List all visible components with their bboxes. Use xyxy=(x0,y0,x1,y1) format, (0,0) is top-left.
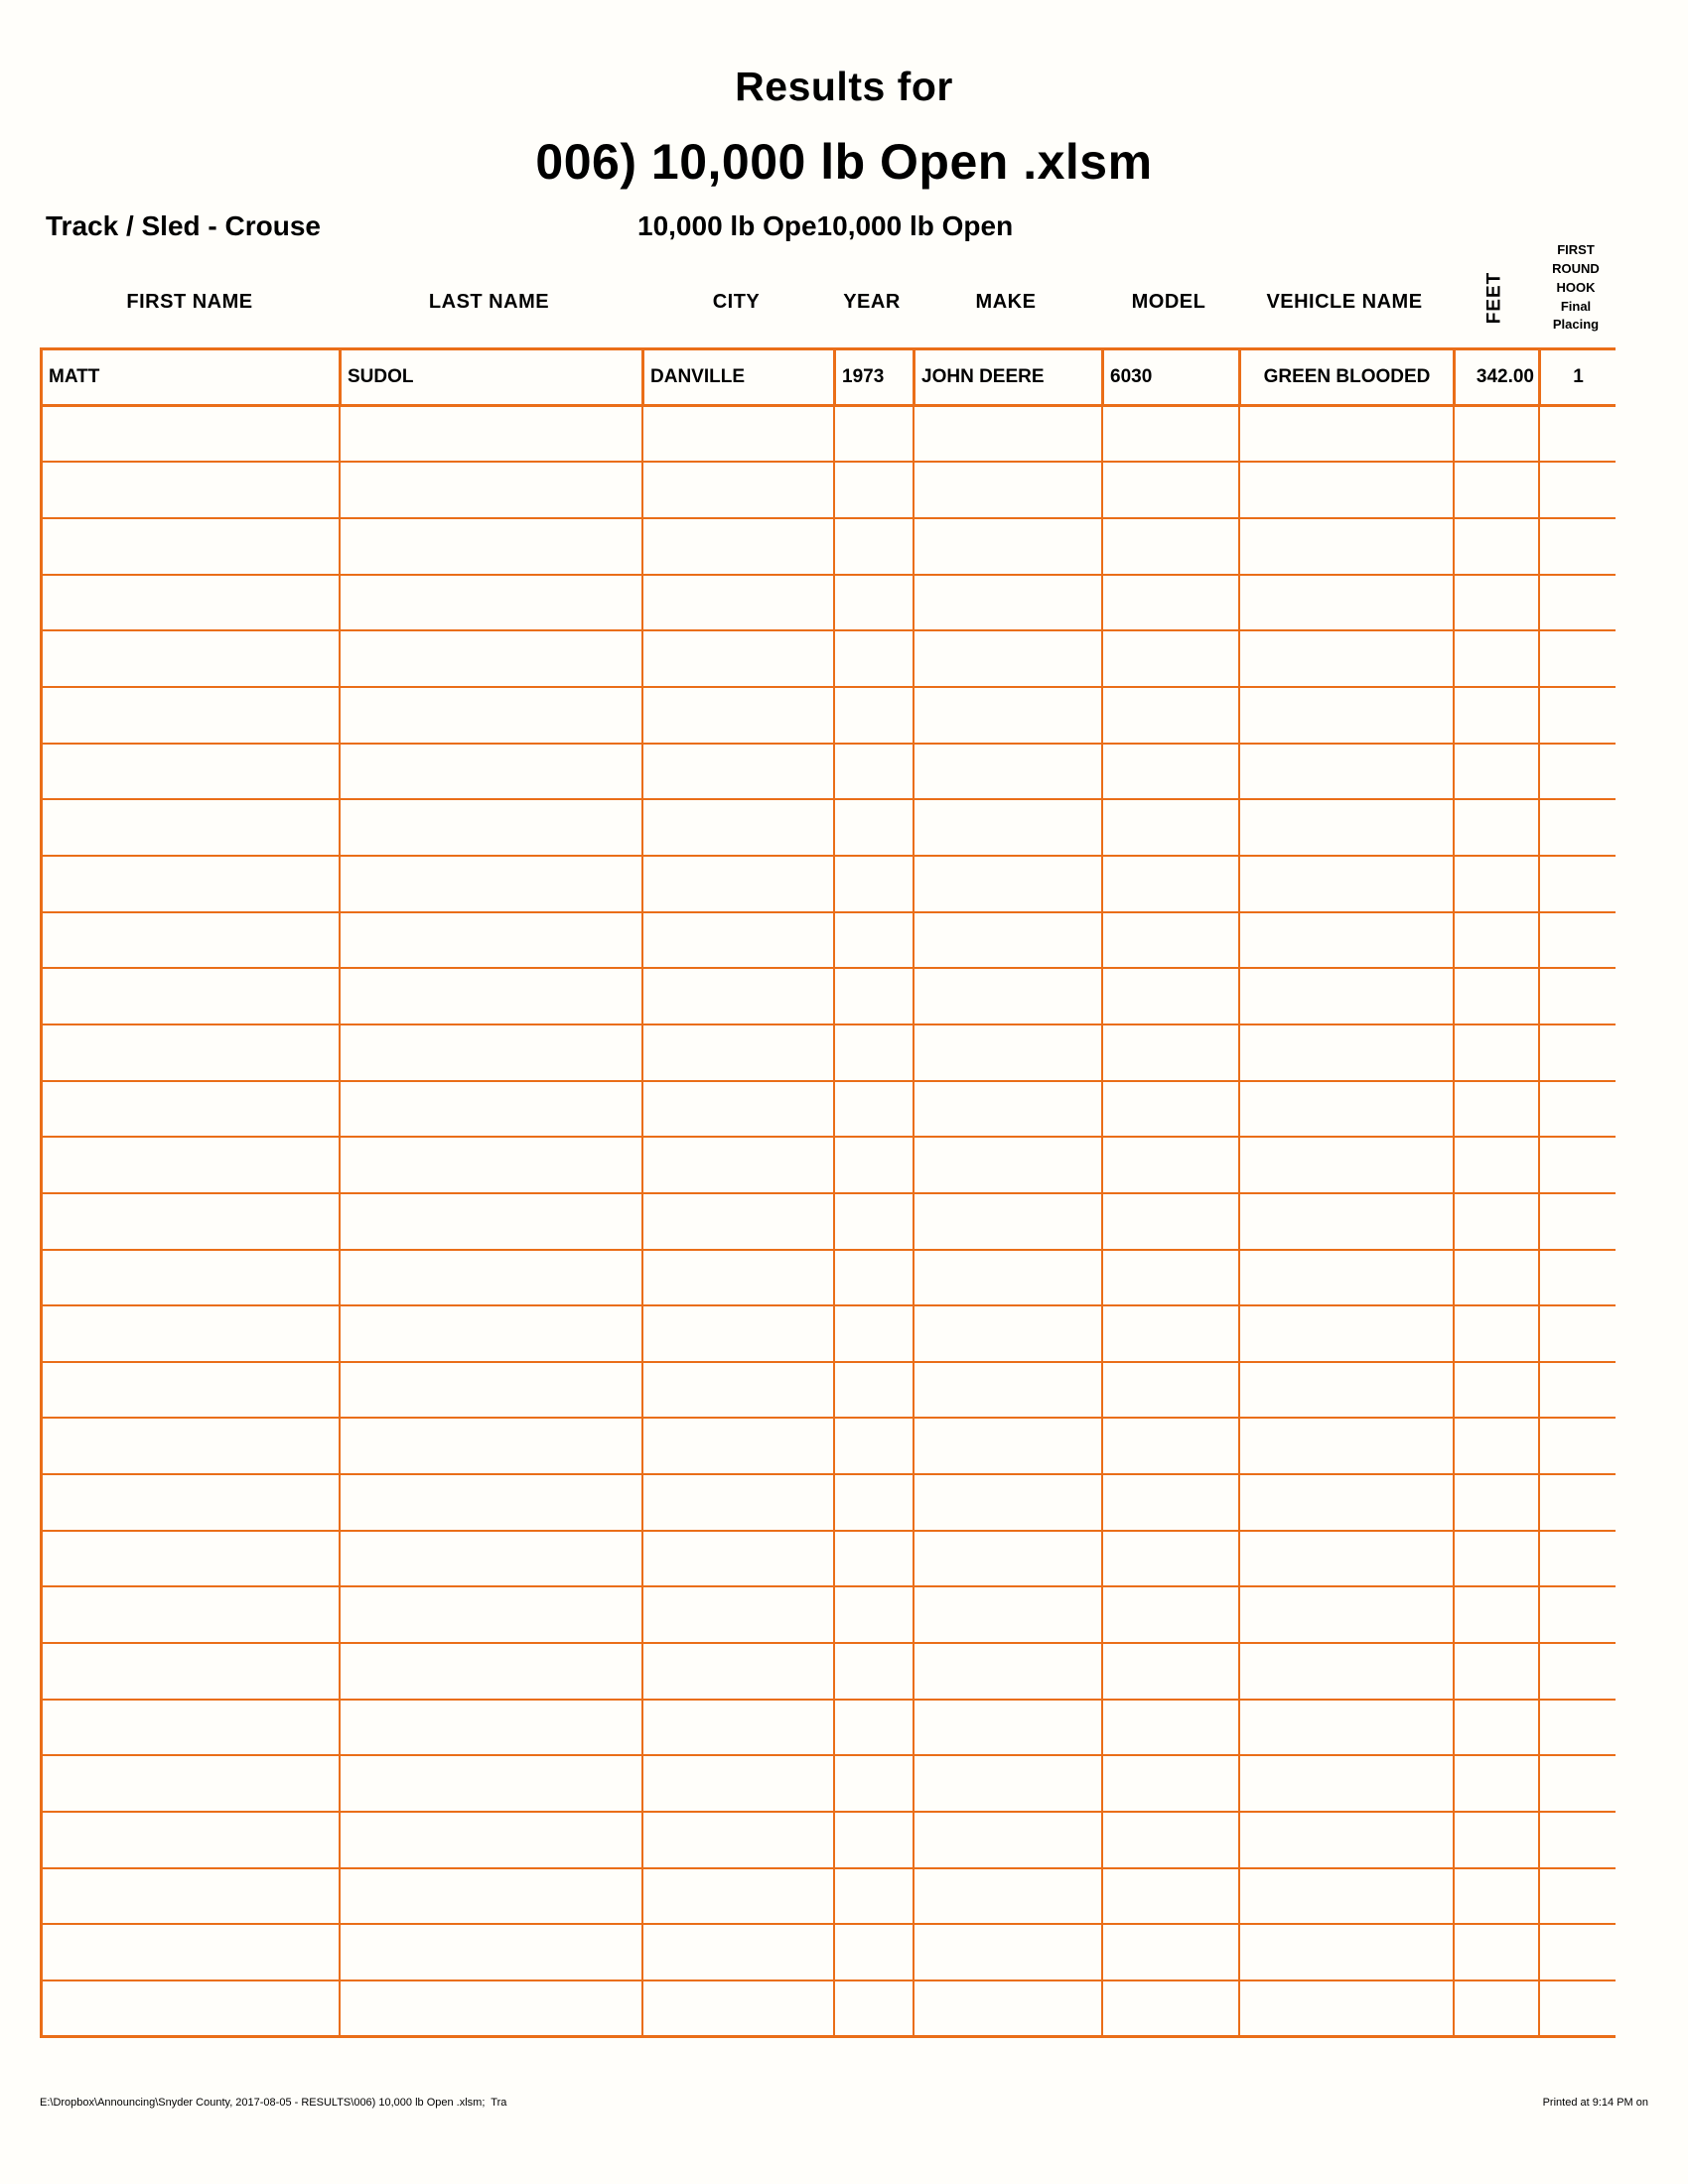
cell-placing xyxy=(1538,519,1616,576)
cell-placing xyxy=(1538,1644,1616,1701)
cell-first_name xyxy=(43,1587,339,1644)
cell-make xyxy=(913,463,1101,519)
cell-placing xyxy=(1538,1532,1616,1588)
cell-year xyxy=(833,1532,913,1588)
cell-first_name xyxy=(43,1869,339,1926)
cell-placing: 1 xyxy=(1538,350,1616,407)
cell-feet: 342.00 xyxy=(1453,350,1538,407)
cell-last_name xyxy=(339,1869,641,1926)
cell-model xyxy=(1101,1532,1238,1588)
cell-city xyxy=(641,1869,833,1926)
cell-model xyxy=(1101,1194,1238,1251)
cell-city xyxy=(641,463,833,519)
cell-placing xyxy=(1538,1194,1616,1251)
column-header-last-name: LAST NAME xyxy=(428,291,550,313)
cell-first_name xyxy=(43,1981,339,2038)
track-sled-label: Track / Sled - Crouse xyxy=(46,210,321,241)
cell-placing xyxy=(1538,407,1616,464)
cell-vehicle_name xyxy=(1238,800,1453,857)
cell-make xyxy=(913,407,1101,464)
cell-first_name xyxy=(43,1251,339,1307)
cell-placing xyxy=(1538,1869,1616,1926)
cell-make xyxy=(913,631,1101,688)
cell-placing xyxy=(1538,1363,1616,1420)
cell-first_name xyxy=(43,1025,339,1082)
cell-last_name xyxy=(339,1756,641,1813)
cell-city xyxy=(641,1756,833,1813)
cell-year xyxy=(833,407,913,464)
cell-first_name xyxy=(43,1644,339,1701)
cell-city xyxy=(641,1363,833,1420)
cell-vehicle_name xyxy=(1238,1869,1453,1926)
cell-first_name xyxy=(43,800,339,857)
cell-first_name xyxy=(43,576,339,632)
cell-placing xyxy=(1538,1419,1616,1475)
cell-last_name xyxy=(339,1925,641,1981)
cell-vehicle_name xyxy=(1238,1251,1453,1307)
cell-make xyxy=(913,800,1101,857)
cell-model xyxy=(1101,1644,1238,1701)
cell-model xyxy=(1101,1925,1238,1981)
cell-city xyxy=(641,1701,833,1757)
cell-placing xyxy=(1538,1925,1616,1981)
cell-make xyxy=(913,1869,1101,1926)
cell-feet xyxy=(1453,1587,1538,1644)
cell-last_name xyxy=(339,519,641,576)
class-name-labels xyxy=(637,210,1013,242)
cell-feet xyxy=(1453,1082,1538,1139)
cell-model: 6030 xyxy=(1101,350,1238,407)
cell-vehicle_name xyxy=(1238,1475,1453,1532)
cell-model xyxy=(1101,576,1238,632)
cell-model xyxy=(1101,1025,1238,1082)
footer-file-path: E:\Dropbox\Announcing\Snyder County, 2017-08-05 - RESULTS\006) 10,000 lb Open .xlsm; Tra xyxy=(40,2097,507,2109)
cell-last_name xyxy=(339,913,641,970)
cell-feet xyxy=(1453,1869,1538,1926)
cell-first_name xyxy=(43,1363,339,1420)
placing-header-line: FIRST xyxy=(1557,242,1595,257)
class-name-truncated: 10,000 lb Ope xyxy=(637,210,817,241)
cell-year xyxy=(833,1025,913,1082)
feet-rotated-label: FEET xyxy=(1483,271,1504,325)
cell-year xyxy=(833,800,913,857)
cell-feet xyxy=(1453,1475,1538,1532)
cell-last_name xyxy=(339,969,641,1025)
cell-vehicle_name xyxy=(1238,857,1453,913)
cell-first_name xyxy=(43,913,339,970)
cell-placing xyxy=(1538,1587,1616,1644)
cell-first_name xyxy=(43,1082,339,1139)
cell-model xyxy=(1101,1306,1238,1363)
cell-model xyxy=(1101,1869,1238,1926)
cell-make xyxy=(913,1363,1101,1420)
cell-model xyxy=(1101,1756,1238,1813)
cell-placing xyxy=(1538,1306,1616,1363)
cell-city xyxy=(641,800,833,857)
cell-city xyxy=(641,1532,833,1588)
cell-make xyxy=(913,1925,1101,1981)
cell-vehicle_name xyxy=(1238,407,1453,464)
cell-city xyxy=(641,1138,833,1194)
cell-first_name xyxy=(43,1813,339,1869)
cell-make xyxy=(913,576,1101,632)
cell-make xyxy=(913,1644,1101,1701)
cell-vehicle_name xyxy=(1238,1813,1453,1869)
cell-first_name xyxy=(43,857,339,913)
cell-first_name xyxy=(43,745,339,801)
cell-city xyxy=(641,1644,833,1701)
cell-feet xyxy=(1453,1194,1538,1251)
cell-city xyxy=(641,1813,833,1869)
cell-feet xyxy=(1453,1419,1538,1475)
cell-make xyxy=(913,1306,1101,1363)
placing-header-line: Placing xyxy=(1552,317,1600,333)
cell-feet xyxy=(1453,800,1538,857)
cell-make xyxy=(913,1194,1101,1251)
cell-model xyxy=(1101,1363,1238,1420)
cell-first_name xyxy=(43,631,339,688)
cell-feet xyxy=(1453,463,1538,519)
cell-feet xyxy=(1453,913,1538,970)
cell-first_name xyxy=(43,688,339,745)
cell-feet xyxy=(1453,1701,1538,1757)
cell-make xyxy=(913,1587,1101,1644)
cell-make xyxy=(913,1419,1101,1475)
cell-city xyxy=(641,631,833,688)
cell-year xyxy=(833,1756,913,1813)
cell-vehicle_name xyxy=(1238,913,1453,970)
cell-vehicle_name xyxy=(1238,576,1453,632)
cell-vehicle_name xyxy=(1238,519,1453,576)
cell-first_name xyxy=(43,1475,339,1532)
cell-city xyxy=(641,1251,833,1307)
cell-placing xyxy=(1538,1701,1616,1757)
cell-model xyxy=(1101,857,1238,913)
cell-city xyxy=(641,969,833,1025)
cell-make xyxy=(913,1981,1101,2038)
cell-vehicle_name xyxy=(1238,631,1453,688)
cell-vehicle_name xyxy=(1238,1194,1453,1251)
cell-feet xyxy=(1453,1981,1538,2038)
cell-vehicle_name xyxy=(1238,1419,1453,1475)
cell-placing xyxy=(1538,800,1616,857)
cell-first_name xyxy=(43,407,339,464)
cell-year xyxy=(833,1138,913,1194)
cell-feet xyxy=(1453,1925,1538,1981)
cell-feet xyxy=(1453,1813,1538,1869)
cell-first_name xyxy=(43,1756,339,1813)
cell-model xyxy=(1101,800,1238,857)
cell-year xyxy=(833,1813,913,1869)
cell-last_name xyxy=(339,1419,641,1475)
cell-placing xyxy=(1538,1138,1616,1194)
cell-feet xyxy=(1453,1138,1538,1194)
column-header-first-name: FIRST NAME xyxy=(126,291,253,313)
class-name: 10,000 lb Open xyxy=(816,210,1014,241)
cell-year xyxy=(833,1306,913,1363)
cell-placing xyxy=(1538,1082,1616,1139)
placing-header-line: ROUND xyxy=(1552,260,1600,276)
cell-last_name xyxy=(339,1813,641,1869)
cell-make xyxy=(913,969,1101,1025)
cell-placing xyxy=(1538,1475,1616,1532)
cell-model xyxy=(1101,1138,1238,1194)
cell-last_name xyxy=(339,1025,641,1082)
column-header-vehicle-name: VEHICLE NAME xyxy=(1266,291,1423,313)
cell-vehicle_name xyxy=(1238,1306,1453,1363)
cell-city xyxy=(641,1194,833,1251)
footer-printed-at: Printed at 9:14 PM on xyxy=(1542,2097,1648,2109)
cell-city xyxy=(641,857,833,913)
cell-model xyxy=(1101,1251,1238,1307)
cell-first_name xyxy=(43,463,339,519)
cell-vehicle_name xyxy=(1238,1025,1453,1082)
cell-model xyxy=(1101,1082,1238,1139)
cell-vehicle_name xyxy=(1238,688,1453,745)
cell-model xyxy=(1101,1587,1238,1644)
cell-model xyxy=(1101,463,1238,519)
column-header-placing xyxy=(1537,241,1615,335)
cell-placing xyxy=(1538,1756,1616,1813)
cell-make xyxy=(913,688,1101,745)
cell-city xyxy=(641,1306,833,1363)
cell-make xyxy=(913,1251,1101,1307)
cell-last_name xyxy=(339,1363,641,1420)
cell-year xyxy=(833,688,913,745)
cell-year xyxy=(833,463,913,519)
cell-make xyxy=(913,1756,1101,1813)
cell-feet xyxy=(1453,745,1538,801)
cell-model xyxy=(1101,913,1238,970)
cell-vehicle_name xyxy=(1238,1363,1453,1420)
cell-city xyxy=(641,407,833,464)
cell-year xyxy=(833,1419,913,1475)
cell-placing xyxy=(1538,1981,1616,2038)
cell-year xyxy=(833,1925,913,1981)
cell-feet xyxy=(1453,969,1538,1025)
cell-year xyxy=(833,745,913,801)
cell-last_name xyxy=(339,1701,641,1757)
placing-header-line: HOOK xyxy=(1556,279,1596,295)
cell-make xyxy=(913,857,1101,913)
cell-feet xyxy=(1453,1306,1538,1363)
cell-placing xyxy=(1538,576,1616,632)
cell-year xyxy=(833,969,913,1025)
cell-make xyxy=(913,1475,1101,1532)
cell-vehicle_name xyxy=(1238,1138,1453,1194)
cell-model xyxy=(1101,1981,1238,2038)
cell-placing xyxy=(1538,969,1616,1025)
cell-city xyxy=(641,1025,833,1082)
column-header-model: MODEL xyxy=(1131,291,1206,313)
cell-last_name xyxy=(339,1306,641,1363)
cell-vehicle_name xyxy=(1238,1981,1453,2038)
cell-last_name xyxy=(339,688,641,745)
cell-year xyxy=(833,1363,913,1420)
cell-vehicle_name xyxy=(1238,1701,1453,1757)
column-header-city: CITY xyxy=(712,291,761,313)
cell-model xyxy=(1101,407,1238,464)
cell-city xyxy=(641,1925,833,1981)
cell-last_name xyxy=(339,1251,641,1307)
cell-make xyxy=(913,1025,1101,1082)
cell-city xyxy=(641,1082,833,1139)
cell-model xyxy=(1101,1419,1238,1475)
cell-first_name xyxy=(43,1701,339,1757)
cell-placing xyxy=(1538,1025,1616,1082)
cell-last_name xyxy=(339,1475,641,1532)
cell-make xyxy=(913,519,1101,576)
cell-feet xyxy=(1453,519,1538,576)
cell-placing xyxy=(1538,913,1616,970)
cell-make xyxy=(913,1082,1101,1139)
cell-year xyxy=(833,1082,913,1139)
cell-feet xyxy=(1453,688,1538,745)
cell-vehicle_name: GREEN BLOODED xyxy=(1238,350,1453,407)
cell-last_name xyxy=(339,745,641,801)
cell-placing xyxy=(1538,1813,1616,1869)
cell-year xyxy=(833,576,913,632)
cell-last_name xyxy=(339,1587,641,1644)
cell-feet xyxy=(1453,1363,1538,1420)
cell-vehicle_name xyxy=(1238,1082,1453,1139)
cell-year xyxy=(833,519,913,576)
cell-make: JOHN DEERE xyxy=(913,350,1101,407)
cell-city xyxy=(641,519,833,576)
cell-first_name xyxy=(43,519,339,576)
cell-year xyxy=(833,857,913,913)
cell-vehicle_name xyxy=(1238,1925,1453,1981)
cell-first_name xyxy=(43,969,339,1025)
cell-feet xyxy=(1453,857,1538,913)
cell-model xyxy=(1101,745,1238,801)
cell-make xyxy=(913,1813,1101,1869)
cell-city xyxy=(641,1587,833,1644)
results-table xyxy=(40,347,1616,2038)
cell-feet xyxy=(1453,407,1538,464)
cell-vehicle_name xyxy=(1238,1644,1453,1701)
cell-last_name xyxy=(339,857,641,913)
cell-vehicle_name xyxy=(1238,1532,1453,1588)
cell-vehicle_name xyxy=(1238,745,1453,801)
cell-make xyxy=(913,1532,1101,1588)
cell-first_name: MATT xyxy=(43,350,339,407)
cell-placing xyxy=(1538,857,1616,913)
cell-last_name xyxy=(339,1138,641,1194)
cell-year xyxy=(833,1475,913,1532)
cell-feet xyxy=(1453,576,1538,632)
cell-last_name xyxy=(339,1644,641,1701)
placing-header-line: Final xyxy=(1560,298,1592,314)
cell-vehicle_name xyxy=(1238,463,1453,519)
cell-vehicle_name xyxy=(1238,969,1453,1025)
cell-city xyxy=(641,1419,833,1475)
cell-placing xyxy=(1538,631,1616,688)
cell-year: 1973 xyxy=(833,350,913,407)
cell-first_name xyxy=(43,1194,339,1251)
cell-model xyxy=(1101,1475,1238,1532)
cell-first_name xyxy=(43,1138,339,1194)
cell-city xyxy=(641,688,833,745)
cell-year xyxy=(833,1644,913,1701)
cell-city xyxy=(641,745,833,801)
cell-vehicle_name xyxy=(1238,1756,1453,1813)
cell-year xyxy=(833,1587,913,1644)
cell-last_name: SUDOL xyxy=(339,350,641,407)
cell-last_name xyxy=(339,463,641,519)
cell-last_name xyxy=(339,1532,641,1588)
cell-make xyxy=(913,1138,1101,1194)
cell-last_name xyxy=(339,576,641,632)
cell-year xyxy=(833,1194,913,1251)
cell-model xyxy=(1101,631,1238,688)
cell-last_name xyxy=(339,1981,641,2038)
cell-placing xyxy=(1538,1251,1616,1307)
cell-make xyxy=(913,1701,1101,1757)
cell-model xyxy=(1101,1813,1238,1869)
cell-placing xyxy=(1538,745,1616,801)
cell-last_name xyxy=(339,1194,641,1251)
cell-vehicle_name xyxy=(1238,1587,1453,1644)
cell-model xyxy=(1101,1701,1238,1757)
cell-model xyxy=(1101,688,1238,745)
cell-year xyxy=(833,1251,913,1307)
cell-year xyxy=(833,1701,913,1757)
cell-model xyxy=(1101,969,1238,1025)
column-header-year: YEAR xyxy=(843,291,901,313)
cell-last_name xyxy=(339,800,641,857)
cell-last_name xyxy=(339,1082,641,1139)
cell-city xyxy=(641,1981,833,2038)
column-header-feet xyxy=(1452,250,1537,345)
cell-city xyxy=(641,576,833,632)
cell-last_name xyxy=(339,407,641,464)
cell-placing xyxy=(1538,688,1616,745)
cell-first_name xyxy=(43,1925,339,1981)
report-title-line1: Results for xyxy=(735,64,953,109)
cell-year xyxy=(833,1869,913,1926)
cell-first_name xyxy=(43,1306,339,1363)
cell-feet xyxy=(1453,1251,1538,1307)
cell-first_name xyxy=(43,1419,339,1475)
cell-last_name xyxy=(339,631,641,688)
cell-feet xyxy=(1453,1532,1538,1588)
cell-feet xyxy=(1453,631,1538,688)
cell-placing xyxy=(1538,463,1616,519)
cell-make xyxy=(913,745,1101,801)
column-header-make: MAKE xyxy=(975,291,1037,313)
cell-city: DANVILLE xyxy=(641,350,833,407)
report-title-line2: 006) 10,000 lb Open .xlsm xyxy=(535,134,1153,190)
cell-model xyxy=(1101,519,1238,576)
cell-feet xyxy=(1453,1025,1538,1082)
cell-first_name xyxy=(43,1532,339,1588)
cell-make xyxy=(913,913,1101,970)
cell-year xyxy=(833,1981,913,2038)
cell-year xyxy=(833,913,913,970)
cell-feet xyxy=(1453,1756,1538,1813)
cell-city xyxy=(641,913,833,970)
cell-year xyxy=(833,631,913,688)
cell-city xyxy=(641,1475,833,1532)
cell-feet xyxy=(1453,1644,1538,1701)
